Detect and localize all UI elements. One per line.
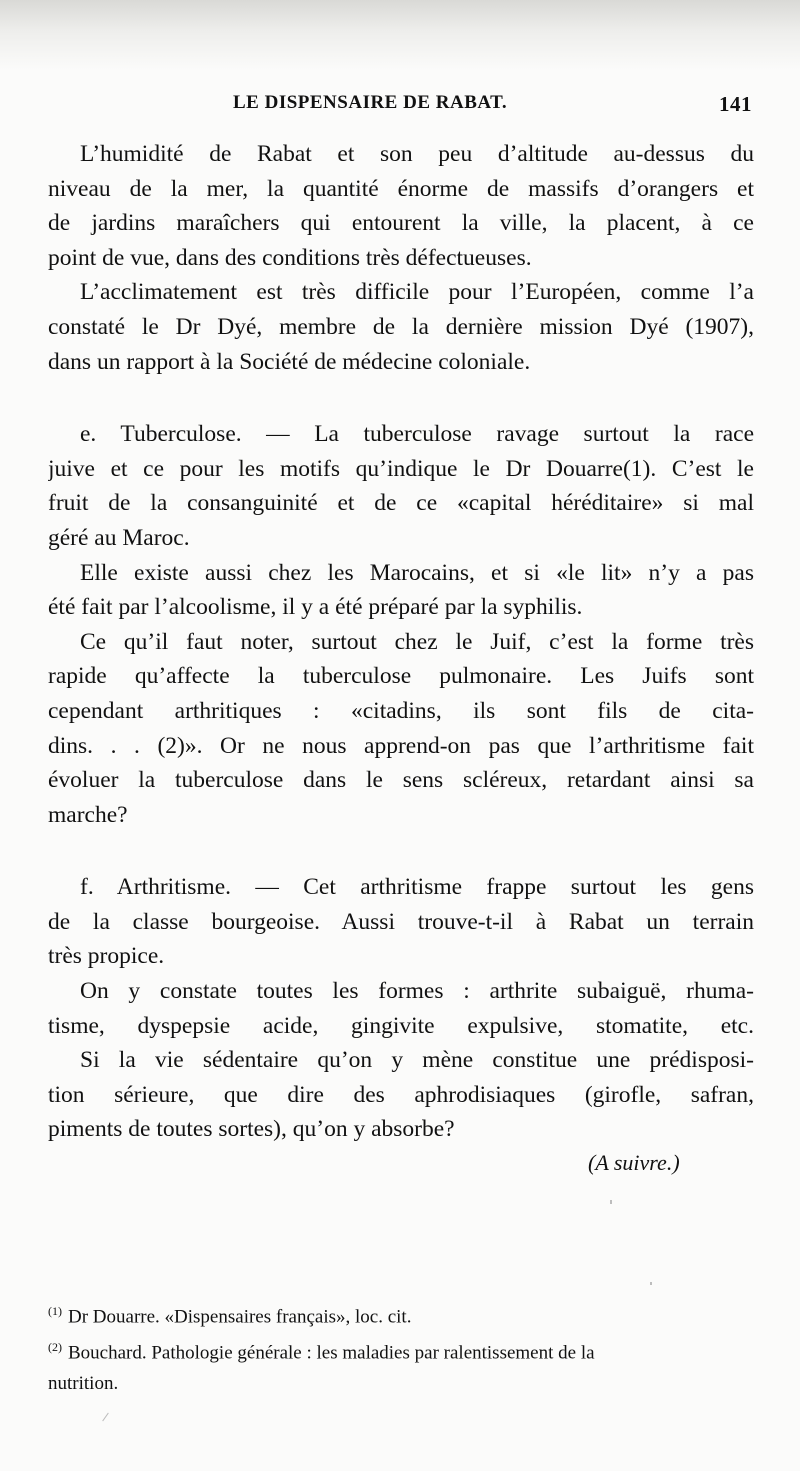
text-line: de jardins maraîchers qui entourent la ville, la placent, à ce: [48, 210, 754, 237]
text-line: Elle existe aussi chez les Marocains, et si «le lit» n’y a pas: [80, 559, 754, 586]
footnotes: [48, 1296, 754, 1399]
section-gap: [48, 832, 754, 870]
text-line: Si la vie sédentaire qu’on y mène constitue une prédisposi-: [80, 1047, 754, 1074]
text-line: dans un rapport à la Société de médecine coloniale.: [48, 348, 531, 375]
text-line: piments de toutes sortes), qu’on y absorbe?: [48, 1116, 455, 1143]
footnote-mark: (1): [48, 1304, 62, 1318]
text-line: été fait par l’alcoolisme, il y a été préparé par la syphilis.: [48, 594, 583, 621]
footnote-text: Bouchard. Pathologie générale : les maladies par ralentissement de la: [68, 1342, 595, 1364]
text-line: L’acclimatement est très difficile pour l’Européen, comme l’a: [80, 279, 754, 306]
section-heading-line: e. Tuberculose. — La tuberculose ravage surtout la race: [80, 421, 754, 448]
running-title: LE DISPENSAIRE DE RABAT.: [233, 92, 508, 113]
running-header: [48, 92, 752, 122]
scan-scratch: [102, 1413, 109, 1422]
continuation-note: (A suivre.): [588, 1150, 680, 1175]
text-line: de la classe bourgeoise. Aussi trouve-t-il à Rabat un terrain: [48, 908, 754, 935]
footnote-continuation: [48, 1369, 754, 1399]
scan-shadow: [0, 0, 800, 70]
scan-speck: [610, 1200, 612, 1204]
footnote-mark: (2): [48, 1340, 62, 1355]
text-line: juive et ce pour les motifs qu’indique le Dr Douarre(1). C’est le: [48, 455, 754, 482]
footnote-text: nutrition.: [48, 1372, 119, 1394]
text-line: tisme, dyspepsie acide, gingivite expulsive, stomatite, etc.: [48, 1012, 754, 1039]
scan-speck: [650, 1282, 652, 1285]
text-line: tion sérieure, que dire des aphrodisiaques (girofle, safran,: [48, 1081, 754, 1108]
text-line: fruit de la consanguinité et de ce «capital héréditaire» si mal: [48, 490, 754, 517]
section-heading-line: f. Arthritisme. — Cet arthritisme frappe surtout les gens: [80, 874, 754, 901]
text-line: L’humidité de Rabat et son peu d’altitude au-dessus du: [80, 141, 754, 167]
text-line: évoluer la tuberculose dans le sens scléreux, retardant ainsi sa: [48, 767, 754, 794]
text-line: point de vue, dans des conditions très défectueuses.: [48, 244, 532, 271]
text-line: Ce qu’il faut noter, surtout chez le Juif, c’est la forme très: [80, 628, 754, 655]
text-line: constaté le Dr Dyé, membre de la dernière mission Dyé (1907),: [48, 313, 754, 340]
text-line: géré au Maroc.: [48, 524, 190, 551]
text-line: niveau de la mer, la quantité énorme de massifs d’orangers et: [48, 175, 754, 202]
text-line: rapide qu’affecte la tuberculose pulmonaire. Les Juifs sont: [48, 663, 754, 690]
text-line: On y constate toutes les formes : arthrite subaiguë, rhuma-: [80, 978, 754, 1005]
footnote-text: Dr Douarre. «Dispensaires français», loc. cit.: [68, 1306, 412, 1328]
text-line: marche?: [48, 801, 128, 828]
text-line: dins. . . (2)». Or ne nous apprend-on pas que l’arthritisme fait: [48, 732, 754, 759]
footnote: [48, 1296, 754, 1332]
page-number: 141: [719, 92, 752, 116]
footnote: [48, 1332, 754, 1368]
section-gap: [48, 379, 754, 417]
text-line: cependant arthritiques : «citadins, ils sont fils de cita-: [48, 697, 754, 724]
text-line: très propice.: [48, 943, 165, 970]
body-text: [48, 137, 754, 1147]
